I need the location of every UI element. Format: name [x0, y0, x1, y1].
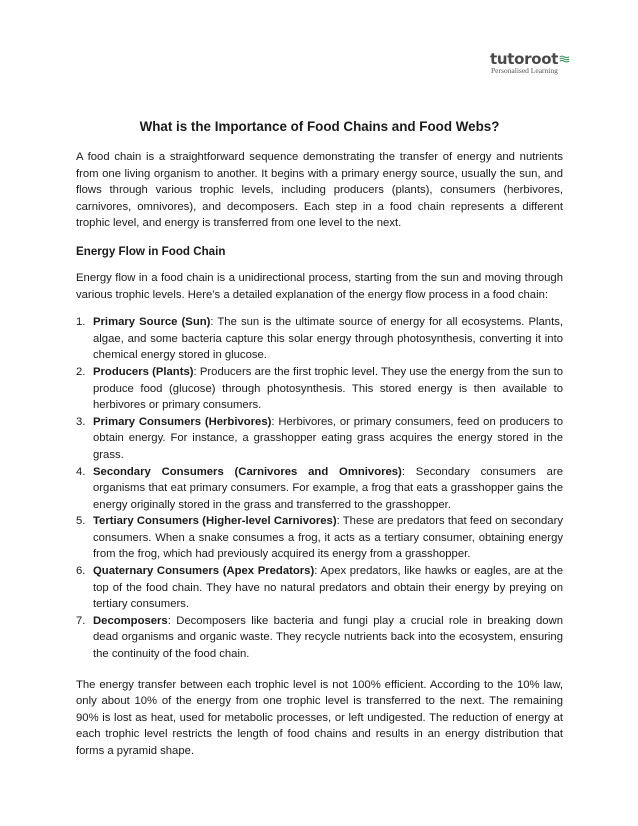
- logo-wordmark: tutoroot: [490, 50, 559, 68]
- logo-tagline: Personalised Learning: [491, 66, 558, 75]
- list-item-number: 5.: [76, 515, 86, 528]
- waves-icon: [559, 54, 570, 64]
- list-item-number: 3.: [76, 415, 86, 428]
- list-item: [76, 414, 563, 464]
- list-item-text: : Producers are the first trophic level. They use the energy from the sun to produce food (glucose) through photosynthesis. This stored energy is then available to herbivores or primary consumers.: [93, 365, 563, 412]
- closing-paragraph: The energy transfer between each trophic level is not 100% efficient. According to the 10% law, only about 10% of the energy from one trophic level is transferred to the next. The remaining 90% is lost as heat, used for metabolic processes, or left undigested. The reduction of energy at each trophic level restricts the length of food chains and results in an energy distribution that forms a pyramid shape.: [76, 678, 563, 757]
- list-item-number: 1.: [76, 316, 86, 329]
- list-item-body: [93, 314, 563, 364]
- section-heading: Energy Flow in Food Chain: [76, 244, 226, 258]
- list-item-number: 7.: [76, 614, 86, 627]
- list-item-term: Producers (Plants): [93, 365, 194, 378]
- list-item: [76, 513, 563, 563]
- list-item-number: 2.: [76, 365, 86, 378]
- list-item-term: Quaternary Consumers (Apex Predators): [93, 565, 315, 578]
- list-item: [76, 464, 563, 514]
- list-item-text: : Secondary consumers are organisms that eat primary consumers. For example, a frog that eats a grasshopper gains the energy originally stored in the grass and transferred to the grasshopper.: [93, 465, 563, 511]
- list-item-term: Tertiary Consumers (Higher-level Carnivores): [93, 515, 337, 528]
- list-item-term: Primary Source (Sun): [93, 316, 211, 329]
- page-title: What is the Importance of Food Chains and Food Webs?: [139, 119, 500, 134]
- list-item-number: 6.: [76, 565, 86, 578]
- list-item: [76, 563, 563, 613]
- list-item-body: [93, 414, 563, 464]
- list-item-body: [93, 563, 563, 613]
- list-item-body: [93, 613, 563, 663]
- intro-paragraph: A food chain is a straightforward sequence demonstrating the transfer of energy and nutrients from one living organism to another. It begins with a primary energy source, usually the sun, and flows through various trophic levels, including producers (plants), consumers (herbivores, carnivores, omnivores), and decomposers. Each step in a food chain represents a different trophic level, and energy is transferred from one level to the next.: [76, 151, 563, 230]
- list-item: [76, 314, 563, 364]
- list-item-number: 4.: [76, 465, 86, 478]
- brand-logo: [490, 50, 570, 75]
- list-item-term: Primary Consumers (Herbivores): [93, 415, 272, 428]
- list-item-body: [93, 464, 563, 514]
- list-item-term: Secondary Consumers (Carnivores and Omnivores): [93, 465, 402, 478]
- list-item-text: : Decomposers like bacteria and fungi play a crucial role in breaking down dead organisms and organic waste. They recycle nutrients back into the ecosystem, ensuring the continuity of the food chain.: [93, 614, 563, 661]
- list-item: [76, 364, 563, 414]
- list-item-body: [93, 364, 563, 414]
- document-body: [76, 118, 563, 760]
- list-item-term: Decomposers: [93, 614, 168, 627]
- energy-flow-list: [76, 314, 563, 662]
- list-item-text: : Apex predators, like hawks or eagles, are at the top of the food chain. They have no natural predators and obtain their energy by preying on tertiary consumers.: [93, 565, 563, 611]
- list-item-text: : The sun is the ultimate source of energy for all ecosystems. Plants, algae, and some bacteria capture this solar energy through photosynthesis, converting it into chemical energy stored in glucose.: [93, 316, 563, 362]
- list-item: [76, 613, 563, 663]
- list-item-text: : Herbivores, or primary consumers, feed on producers to obtain energy. For instance, a grasshopper eating grass acquires the energy stored in the grass.: [93, 415, 563, 461]
- list-item-body: [93, 513, 563, 563]
- section-intro-paragraph: Energy flow in a food chain is a unidirectional process, starting from the sun and moving through various trophic levels. Here’s a detailed explanation of the energy flow process in a food chain:: [76, 271, 563, 301]
- list-item-text: : These are predators that feed on secondary consumers. When a snake consumes a frog, it acts as a tertiary consumer, obtaining energy from the frog, which had previously acquired its energy from a grasshopper.: [93, 515, 563, 561]
